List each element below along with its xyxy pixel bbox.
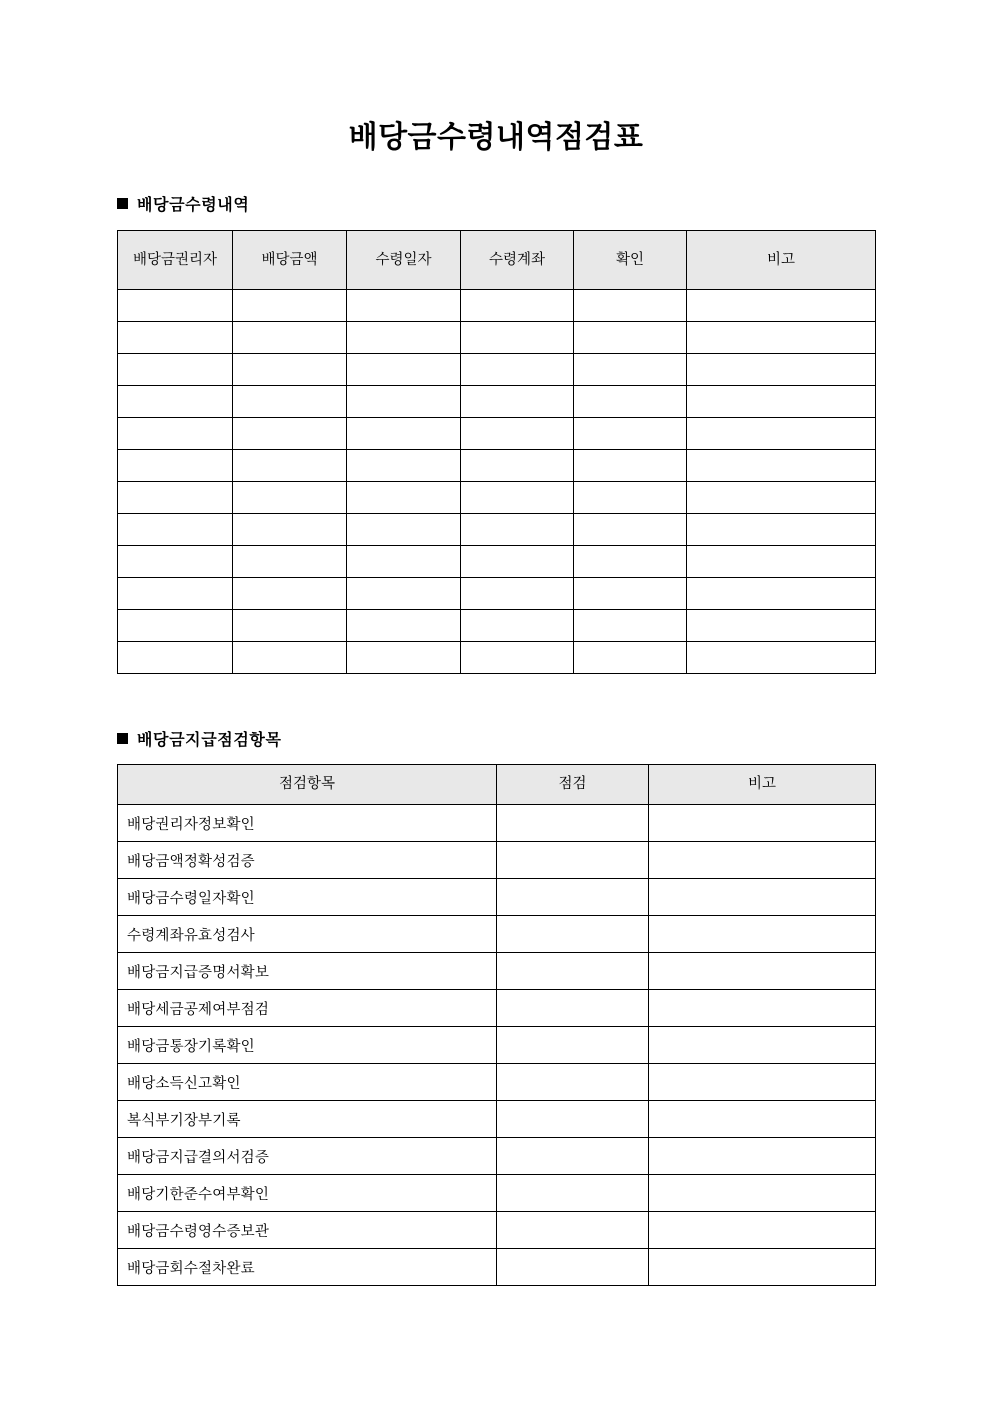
cell-account[interactable] — [461, 578, 574, 610]
filled-square-bullet-icon — [117, 198, 128, 209]
cell-confirm[interactable] — [574, 610, 687, 642]
cell-remarks[interactable] — [687, 322, 876, 354]
table-row — [118, 842, 876, 879]
receipts-table — [117, 230, 876, 674]
cell-remarks[interactable] — [649, 879, 876, 916]
cell-remarks[interactable] — [649, 1249, 876, 1286]
cell-check-mark[interactable] — [497, 1212, 649, 1249]
table-row — [118, 386, 876, 418]
page-title: 배당금수령내역점검표 — [348, 121, 644, 155]
table-row — [118, 953, 876, 990]
cell-check-item: 배당금지급결의서검증 — [118, 1138, 497, 1175]
cell-confirm[interactable] — [574, 450, 687, 482]
cell-rightholder[interactable] — [118, 418, 233, 450]
cell-check-item: 배당금수령영수증보관 — [118, 1212, 497, 1249]
table-row — [118, 610, 876, 642]
table-row — [118, 642, 876, 674]
cell-remarks[interactable] — [687, 418, 876, 450]
cell-amount[interactable] — [233, 450, 347, 482]
cell-rightholder[interactable] — [118, 450, 233, 482]
cell-account[interactable] — [461, 354, 574, 386]
cell-amount[interactable] — [233, 354, 347, 386]
column-header-check-item: 점검항목 — [118, 765, 497, 805]
cell-amount[interactable] — [233, 514, 347, 546]
cell-amount[interactable] — [233, 482, 347, 514]
cell-account[interactable] — [461, 482, 574, 514]
cell-check-item: 배당금액정확성검증 — [118, 842, 497, 879]
cell-remarks[interactable] — [687, 578, 876, 610]
cell-remarks[interactable] — [649, 1138, 876, 1175]
cell-rightholder[interactable] — [118, 290, 233, 322]
cell-check-item: 배당금통장기록확인 — [118, 1027, 497, 1064]
cell-remarks[interactable] — [687, 354, 876, 386]
column-header-remarks: 비고 — [687, 231, 876, 290]
cell-receipt-date[interactable] — [347, 546, 461, 578]
cell-remarks[interactable] — [649, 805, 876, 842]
cell-rightholder[interactable] — [118, 642, 233, 674]
cell-account[interactable] — [461, 450, 574, 482]
cell-account[interactable] — [461, 290, 574, 322]
cell-remarks[interactable] — [687, 546, 876, 578]
cell-remarks[interactable] — [687, 386, 876, 418]
cell-amount[interactable] — [233, 290, 347, 322]
cell-receipt-date[interactable] — [347, 290, 461, 322]
column-header-receipt-date: 수령일자 — [347, 231, 461, 290]
cell-amount[interactable] — [233, 642, 347, 674]
section-heading-label: 배당금수령내역 — [137, 197, 250, 214]
cell-receipt-date[interactable] — [347, 610, 461, 642]
cell-receipt-date[interactable] — [347, 386, 461, 418]
cell-remarks[interactable] — [687, 450, 876, 482]
cell-confirm[interactable] — [574, 386, 687, 418]
table-header-row — [118, 231, 876, 290]
table-row — [118, 805, 876, 842]
column-header-confirm: 확인 — [574, 231, 687, 290]
cell-receipt-date[interactable] — [347, 322, 461, 354]
section-heading-receipts — [117, 192, 249, 215]
cell-confirm[interactable] — [574, 354, 687, 386]
cell-remarks[interactable] — [687, 482, 876, 514]
cell-confirm[interactable] — [574, 482, 687, 514]
table-row — [118, 290, 876, 322]
cell-amount[interactable] — [233, 322, 347, 354]
table-row — [118, 990, 876, 1027]
cell-rightholder[interactable] — [118, 514, 233, 546]
cell-check-mark[interactable] — [497, 805, 649, 842]
filled-square-bullet-icon — [117, 733, 128, 744]
cell-remarks[interactable] — [649, 953, 876, 990]
cell-check-mark[interactable] — [497, 1027, 649, 1064]
cell-check-mark[interactable] — [497, 1101, 649, 1138]
cell-amount[interactable] — [233, 546, 347, 578]
cell-check-mark[interactable] — [497, 879, 649, 916]
cell-confirm[interactable] — [574, 290, 687, 322]
cell-confirm[interactable] — [574, 514, 687, 546]
cell-check-item: 복식부기장부기록 — [118, 1101, 497, 1138]
cell-account[interactable] — [461, 514, 574, 546]
section-heading-label: 배당금지급점검항목 — [137, 732, 282, 749]
cell-amount[interactable] — [233, 578, 347, 610]
cell-check-item: 배당세금공제여부점검 — [118, 990, 497, 1027]
cell-check-mark[interactable] — [497, 1064, 649, 1101]
cell-amount[interactable] — [233, 610, 347, 642]
table-row — [118, 1249, 876, 1286]
cell-check-mark[interactable] — [497, 1249, 649, 1286]
cell-account[interactable] — [461, 610, 574, 642]
cell-remarks[interactable] — [649, 916, 876, 953]
cell-receipt-date[interactable] — [347, 450, 461, 482]
cell-remarks[interactable] — [649, 842, 876, 879]
cell-remarks[interactable] — [687, 514, 876, 546]
table-row — [118, 450, 876, 482]
table-row — [118, 1101, 876, 1138]
cell-account[interactable] — [461, 546, 574, 578]
cell-check-item: 배당금지급증명서확보 — [118, 953, 497, 990]
column-header-account: 수령계좌 — [461, 231, 574, 290]
cell-confirm[interactable] — [574, 578, 687, 610]
cell-check-item: 배당금수령일자확인 — [118, 879, 497, 916]
table-row — [118, 1212, 876, 1249]
cell-receipt-date[interactable] — [347, 354, 461, 386]
cell-amount[interactable] — [233, 418, 347, 450]
table-header-row — [118, 765, 876, 805]
cell-check-mark[interactable] — [497, 953, 649, 990]
cell-check-item: 배당기한준수여부확인 — [118, 1175, 497, 1212]
cell-check-item: 배당권리자정보확인 — [118, 805, 497, 842]
cell-remarks[interactable] — [687, 642, 876, 674]
cell-check-mark[interactable] — [497, 990, 649, 1027]
cell-remarks[interactable] — [687, 290, 876, 322]
cell-confirm[interactable] — [574, 546, 687, 578]
cell-confirm[interactable] — [574, 322, 687, 354]
table-row — [118, 418, 876, 450]
cell-rightholder[interactable] — [118, 386, 233, 418]
table-row — [118, 546, 876, 578]
cell-receipt-date[interactable] — [347, 482, 461, 514]
column-header-amount: 배당금액 — [233, 231, 347, 290]
cell-remarks[interactable] — [649, 1175, 876, 1212]
section-heading-checklist — [117, 727, 282, 750]
cell-receipt-date[interactable] — [347, 514, 461, 546]
table-row — [118, 514, 876, 546]
table-row — [118, 1138, 876, 1175]
cell-confirm[interactable] — [574, 642, 687, 674]
cell-account[interactable] — [461, 386, 574, 418]
cell-remarks[interactable] — [649, 1064, 876, 1101]
column-header-remarks: 비고 — [649, 765, 876, 805]
checklist-table — [117, 764, 876, 1286]
table-row — [118, 1064, 876, 1101]
cell-account[interactable] — [461, 642, 574, 674]
cell-remarks[interactable] — [649, 1101, 876, 1138]
cell-rightholder[interactable] — [118, 610, 233, 642]
table-row — [118, 916, 876, 953]
table-row — [118, 354, 876, 386]
cell-rightholder[interactable] — [118, 482, 233, 514]
cell-check-mark[interactable] — [497, 1175, 649, 1212]
cell-check-mark[interactable] — [497, 916, 649, 953]
cell-rightholder[interactable] — [118, 546, 233, 578]
cell-rightholder[interactable] — [118, 354, 233, 386]
cell-rightholder[interactable] — [118, 322, 233, 354]
table-row — [118, 482, 876, 514]
cell-check-mark[interactable] — [497, 1138, 649, 1175]
cell-remarks[interactable] — [649, 990, 876, 1027]
cell-rightholder[interactable] — [118, 578, 233, 610]
cell-amount[interactable] — [233, 386, 347, 418]
cell-check-mark[interactable] — [497, 842, 649, 879]
column-header-check-mark: 점검 — [497, 765, 649, 805]
cell-remarks[interactable] — [649, 1027, 876, 1064]
cell-account[interactable] — [461, 418, 574, 450]
cell-check-item: 배당소득신고확인 — [118, 1064, 497, 1101]
cell-remarks[interactable] — [649, 1212, 876, 1249]
table-row — [118, 1027, 876, 1064]
cell-check-item: 수령계좌유효성검사 — [118, 916, 497, 953]
table-row — [118, 879, 876, 916]
cell-account[interactable] — [461, 322, 574, 354]
cell-remarks[interactable] — [687, 610, 876, 642]
cell-receipt-date[interactable] — [347, 642, 461, 674]
cell-check-item: 배당금회수절차완료 — [118, 1249, 497, 1286]
cell-receipt-date[interactable] — [347, 418, 461, 450]
column-header-rightholder: 배당금권리자 — [118, 231, 233, 290]
table-row — [118, 1175, 876, 1212]
table-row — [118, 578, 876, 610]
table-row — [118, 322, 876, 354]
cell-receipt-date[interactable] — [347, 578, 461, 610]
cell-confirm[interactable] — [574, 418, 687, 450]
